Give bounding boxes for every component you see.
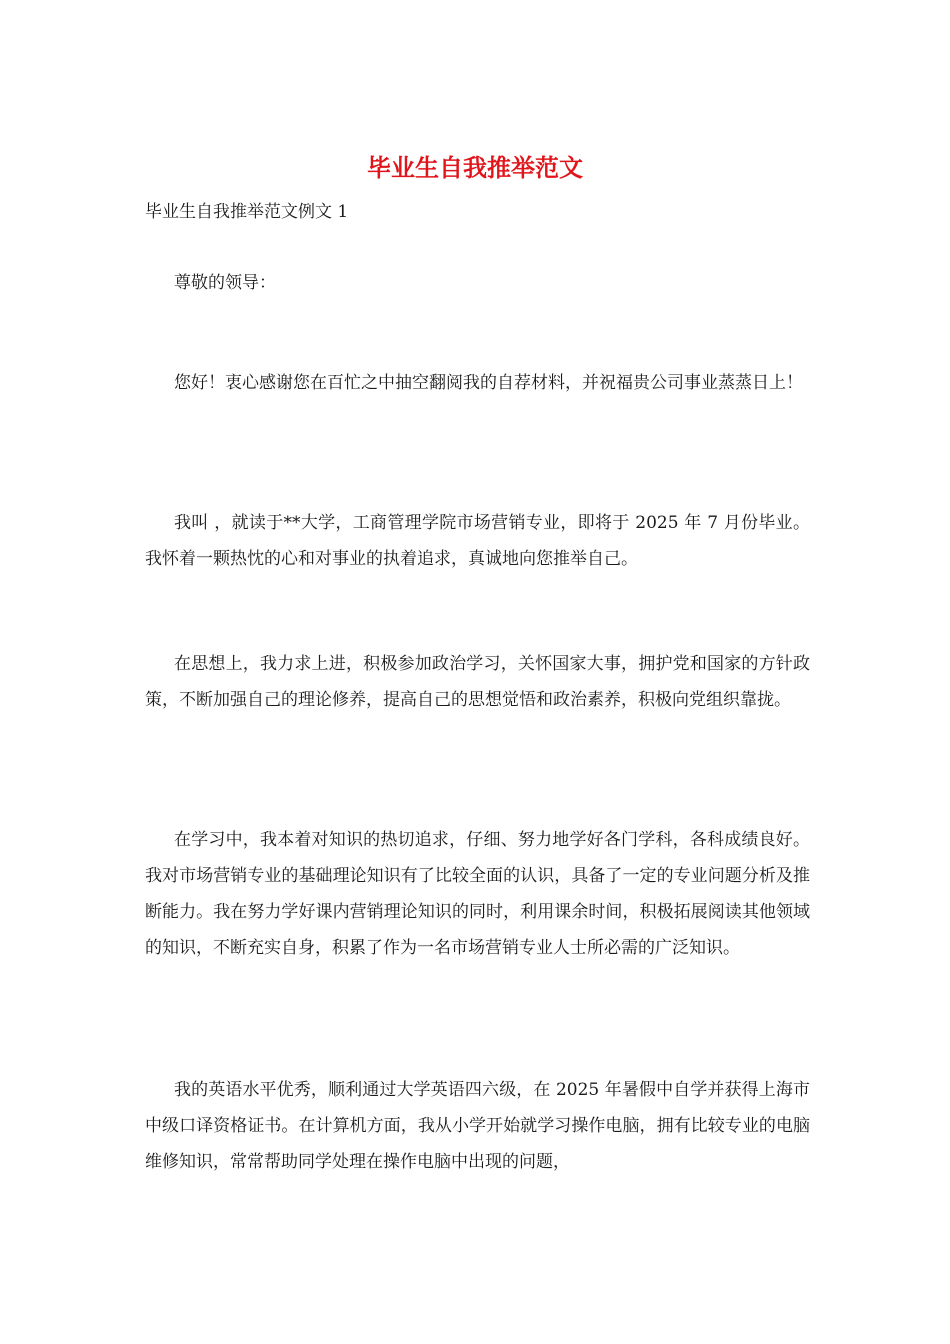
- paragraph: 在思想上，我力求上进，积极参加政治学习，关怀国家大事，拥护党和国家的方针政策，不断加强自己的理论修养，提高自己的思想觉悟和政治素养，积极向党组织靠拢。: [145, 654, 810, 710]
- document-subtitle: 毕业生自我推举范文例文 1: [145, 202, 349, 222]
- greeting: 尊敬的领导：: [174, 273, 276, 293]
- document-title: 毕业生自我推举范文: [367, 153, 583, 182]
- paragraph: 在学习中，我本着对知识的热切追求，仔细、努力地学好各门学科，各科成绩良好。我对市场营销专业的基础理论知识有了比较全面的认识，具备了一定的专业问题分析及推断能力。我在努力学好课内营销理论知识的同时，利用课余时间，积极拓展阅读其他领域的知识，不断充实自身，积累了作为一名市场营销专业人士所必需的广泛知识。: [145, 830, 810, 958]
- paragraph: 我叫 ，就读于**大学，工商管理学院市场营销专业，即将于 2025 年 7 月份毕业。我怀着一颗热忱的心和对事业的执着追求，真诚地向您推举自己。: [145, 513, 810, 569]
- paragraph: 您好！衷心感谢您在百忙之中抽空翻阅我的自荐材料，并祝福贵公司事业蒸蒸日上！: [174, 373, 803, 393]
- paragraph: 我的英语水平优秀，顺利通过大学英语四六级，在 2025 年暑假中自学并获得上海市中级口译资格证书。在计算机方面，我从小学开始就学习操作电脑，拥有比较专业的电脑维修知识，常常帮助同学处理在操作电脑中出现的问题，: [145, 1080, 810, 1172]
